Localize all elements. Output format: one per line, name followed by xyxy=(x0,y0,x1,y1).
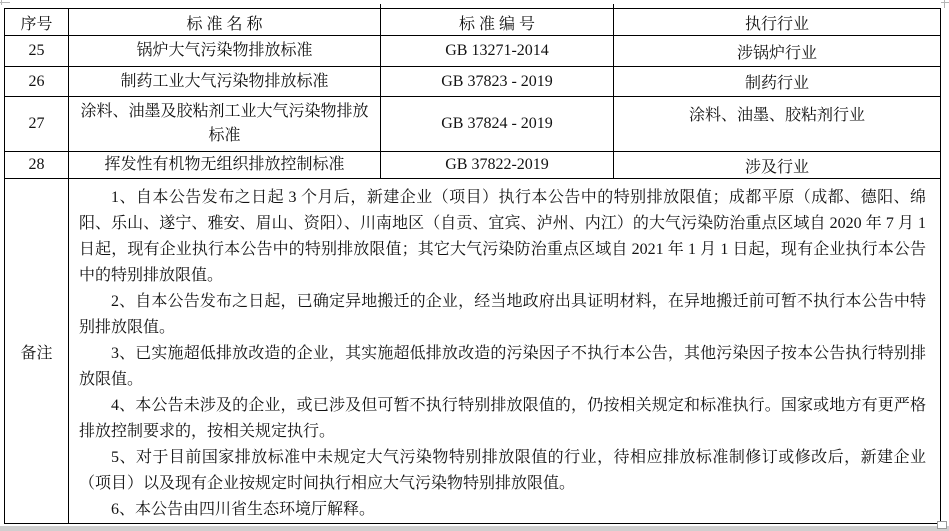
cell-standard-name: 挥发性有机物无组织排放控制标准 xyxy=(69,152,381,179)
header-standard-name: 标 准 名 称 xyxy=(69,9,381,36)
cell-serial-number: 27 xyxy=(5,97,69,152)
cell-standard-code: GB 37824 - 2019 xyxy=(381,97,614,152)
cell-standard-code: GB 37822-2019 xyxy=(381,152,614,179)
header-industry: 执行行业 xyxy=(614,9,941,36)
cell-industry: 涉及行业 xyxy=(614,152,941,179)
table-row xyxy=(5,36,941,67)
cell-industry: 涂料、油墨、胶粘剂行业 xyxy=(614,97,941,152)
cell-standard-code: GB 37823 - 2019 xyxy=(381,67,614,97)
cell-industry: 制药行业 xyxy=(614,67,941,97)
table-row xyxy=(5,67,941,97)
cropped-row-artifact xyxy=(1,0,2,5)
cell-serial-number: 25 xyxy=(5,36,69,67)
header-serial-number: 序号 xyxy=(5,9,69,36)
cell-standard-code: GB 13271-2014 xyxy=(381,36,614,67)
remark-item-3: 3、已实施超低排放改造的企业，其实施超低排放改造的污染因子不执行本公告，其他污染因子按本公告执行特别排放限值。 xyxy=(79,345,926,388)
remarks-content xyxy=(69,179,941,524)
cell-industry: 涉锅炉行业 xyxy=(614,36,941,67)
cell-standard-name: 涂料、油墨及胶粘剂工业大气污染物排放标准 xyxy=(69,97,381,152)
cell-standard-name: 锅炉大气污染物排放标准 xyxy=(69,36,381,67)
remark-item-6: 6、本公告由四川省生态环境厅解释。 xyxy=(111,501,376,518)
cropped-row-artifact xyxy=(941,2,949,3)
bottom-edge-strip xyxy=(0,526,949,531)
table-resize-handle[interactable] xyxy=(937,521,947,529)
remarks-row xyxy=(5,179,941,524)
remark-item-5: 5、对于目前国家排放标准中未规定大气污染物特别排放限值的行业，待相应排放标准制修订或修改后，新建企业（项目）以及现有企业按规定时间执行相应大气污染物特别排放限值。 xyxy=(79,449,926,492)
cell-standard-name: 制药工业大气污染物排放标准 xyxy=(69,67,381,97)
standards-table xyxy=(4,8,941,524)
remarks-label: 备注 xyxy=(5,179,69,524)
table-row xyxy=(5,97,941,152)
table-row xyxy=(5,152,941,179)
remark-item-4: 4、本公告未涉及的企业，或已涉及但可暂不执行特别排放限值的，仍按相关规定和标准执行。国家或地方有更严格排放控制要求的，按相关规定执行。 xyxy=(79,397,926,440)
remark-item-1: 1、自本公告发布之日起 3 个月后，新建企业（项目）执行本公告中的特别排放限值；成都平原（成都、德阳、绵阳、乐山、遂宁、雅安、眉山、资阳）、川南地区（自贡、宜宾、泸州、内江）的大气污染防治重点区域自 2020 年 7 月 1 日起，现有企业执行本公告中的特别排放限值；其它大气污染防治重点区域自 2021 年 1 月 1 日起，现有企业执行本公告中的特别排放限值。 xyxy=(79,189,926,284)
cell-serial-number: 26 xyxy=(5,67,69,97)
header-standard-code: 标 准 编 号 xyxy=(381,9,614,36)
remark-item-2: 2、自本公告发布之日起，已确定异地搬迁的企业，经当地政府出具证明材料，在异地搬迁前可暂不执行本公告中特别排放限值。 xyxy=(79,293,926,336)
table-header-row xyxy=(5,9,941,36)
cell-serial-number: 28 xyxy=(5,152,69,179)
